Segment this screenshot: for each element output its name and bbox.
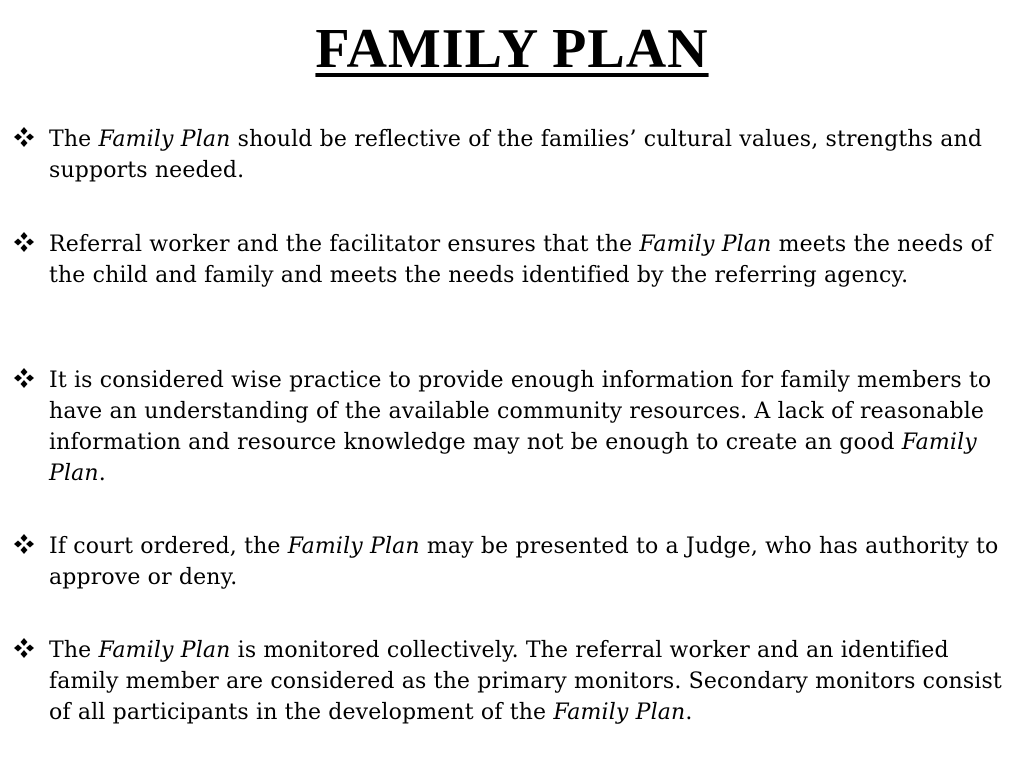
bullet-text-italic: Family Plan — [98, 127, 231, 152]
bullet-text-segment: Referral worker and the facilitator ensures that the — [49, 232, 640, 257]
page-title-text: FAMILY PLAN — [315, 18, 709, 80]
diamond-bullet-icon — [13, 533, 35, 555]
bullet-text-segment: . — [685, 700, 693, 725]
diamond-bullet-icon — [13, 126, 35, 148]
bullet-text-segment: It is considered wise practice to provide enough information for family members to have an understanding of the available community resources. A lack of reasonable information and resource knowledge may not be enough to create an good — [49, 368, 992, 455]
bullet-text-italic: Family Plan — [49, 430, 977, 486]
diamond-bullet-icon — [13, 231, 35, 253]
bullet-text-segment: . — [98, 461, 106, 486]
bullet-text — [49, 124, 1014, 186]
bullet-text-segment: If court ordered, the — [49, 534, 288, 559]
diamond-bullet-icon — [13, 637, 35, 659]
bullet-text — [49, 365, 1014, 489]
bullet-text-segment: should be reflective of the families’ cultural values, strengths and supports needed. — [49, 127, 983, 183]
bullet-text-segment: may be presented to a Judge, who has authority to approve or deny. — [49, 534, 999, 590]
bullet-text-segment: meets the needs of the child and family and meets the needs identified by the referring agency. — [49, 232, 993, 288]
bullet-text-italic: Family Plan — [553, 700, 686, 725]
bullet-text-segment: The — [49, 638, 99, 663]
bullet-text — [49, 229, 1014, 291]
bullet-text-italic: Family Plan — [287, 534, 420, 559]
bullet-text-segment: The — [49, 127, 99, 152]
bullet-text — [49, 635, 1014, 728]
bullet-text-italic: Family Plan — [639, 232, 772, 257]
bullet-text — [49, 531, 1014, 593]
bullet-text-italic: Family Plan — [98, 638, 231, 663]
page-title — [0, 14, 1024, 84]
bullet-text-segment: is monitored collectively. The referral worker and an identified family member are considered as the primary monitors. Secondary monitors consist of all participants in the development of the — [49, 638, 1002, 725]
diamond-bullet-icon — [13, 367, 35, 389]
